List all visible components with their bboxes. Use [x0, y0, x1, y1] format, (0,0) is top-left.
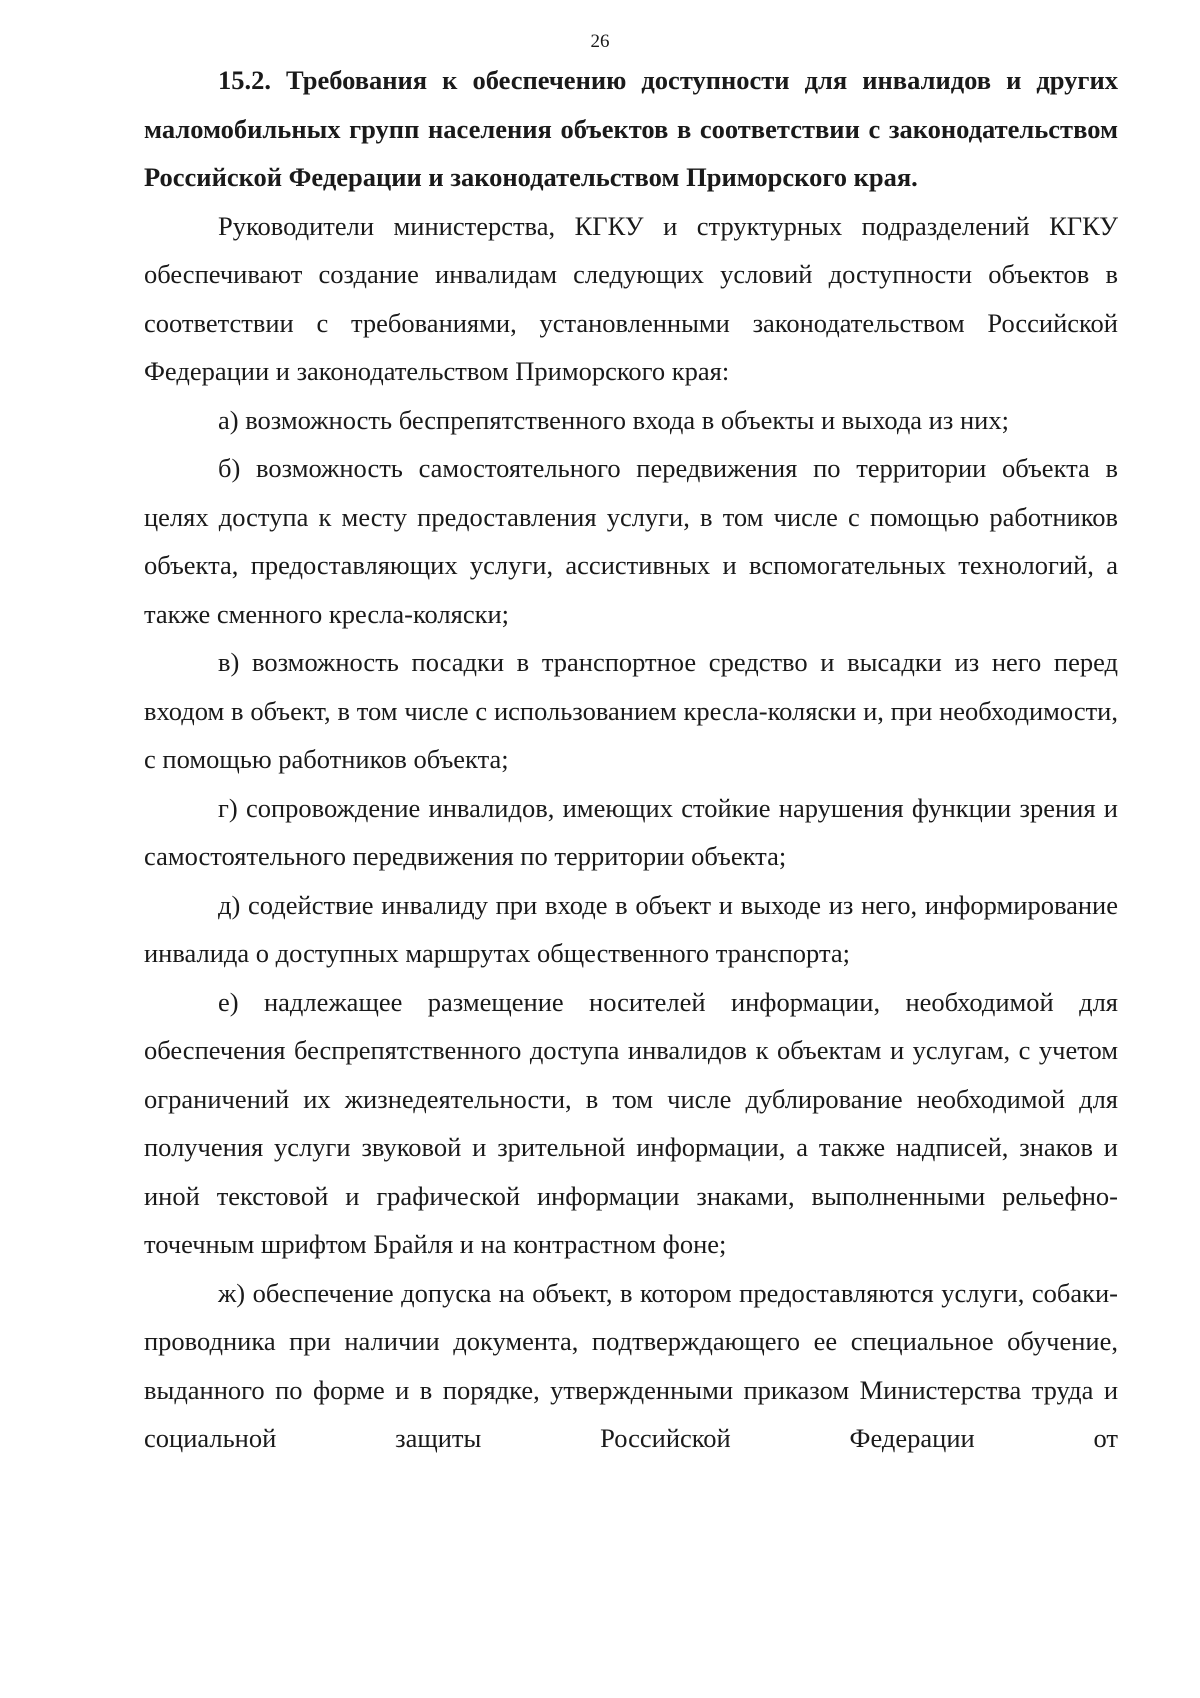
list-item-a: а) возможность беспрепятственного входа в объекты и выхода из них;: [218, 404, 1009, 435]
paragraph-intro: Руководители министерства, КГКУ и структурных подразделений КГКУ обеспечивают создание инвалидам следующих условий доступности объектов в соответствии с требованиями, установленными законодательством Российской Федерации и законодательством Приморского края:: [144, 210, 1118, 386]
page-number: 26: [590, 31, 610, 52]
section-heading: 15.2. Требования к обеспечению доступности для инвалидов и других маломобильных групп населения объектов в соответствии с законодательством Российской Федерации и законодательством Приморского края.: [144, 65, 1118, 192]
list-item-d: д) содействие инвалиду при входе в объект и выходе из него, информирование инвалида о доступных маршрутах общественного транспорта;: [144, 889, 1118, 968]
document-body: [144, 56, 1118, 1463]
list-item-zh: ж) обеспечение допуска на объект, в котором предоставляются услуги, собаки-проводника при наличии документа, подтверждающего ее специальное обучение, выданного по форме и в порядке, утвержденными приказом Министерства труда и социальной защиты Российской Федерации от: [144, 1277, 1118, 1453]
list-item-e: е) надлежащее размещение носителей информации, необходимой для обеспечения беспрепятственного доступа инвалидов к объектам и услугам, с учетом ограничений их жизнедеятельности, в том числе дублирование необходимой для получения услуги звуковой и зрительной информации, а также надписей, знаков и иной текстовой и графической информации знаками, выполненными рельефно-точечным шрифтом Брайля и на контрастном фоне;: [144, 986, 1118, 1259]
list-item-g: г) сопровождение инвалидов, имеющих стойкие нарушения функции зрения и самостоятельного передвижения по территории объекта;: [144, 792, 1118, 871]
list-item-b: б) возможность самостоятельного передвижения по территории объекта в целях доступа к месту предоставления услуги, в том числе с помощью работников объекта, предоставляющих услуги, ассистивных и вспомогательных технологий, а также сменного кресла-коляски;: [144, 453, 1118, 629]
list-item-v: в) возможность посадки в транспортное средство и высадки из него перед входом в объект, в том числе с использованием кресла-коляски и, при необходимости, с помощью работников объекта;: [144, 647, 1118, 774]
